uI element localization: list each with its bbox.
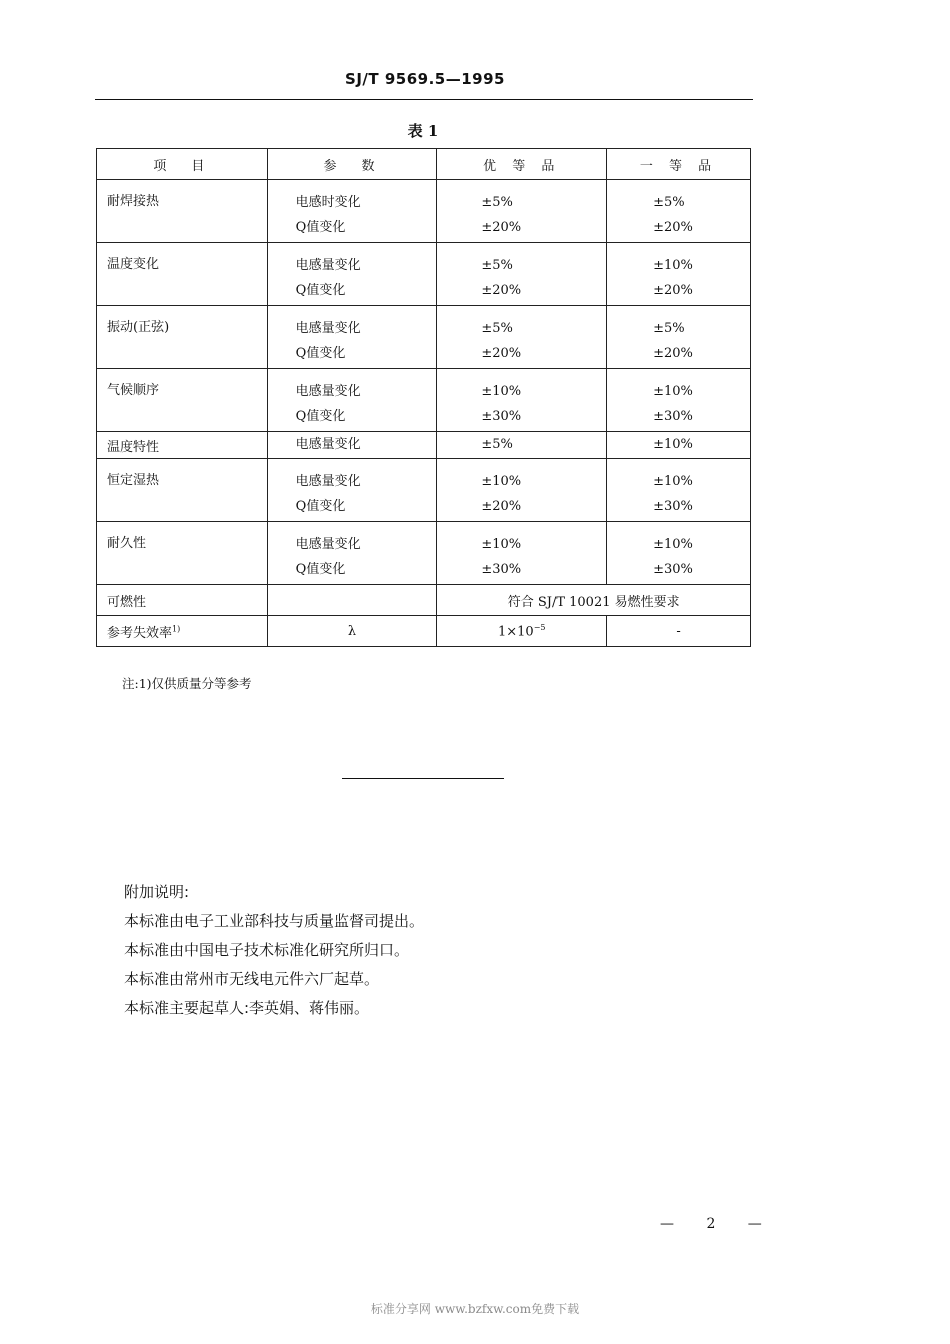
row-params — [267, 306, 437, 369]
row-premium — [437, 432, 607, 459]
row-params — [267, 243, 437, 306]
row-item: 温度变化 — [97, 243, 268, 306]
failure-rate-param: λ — [267, 616, 437, 647]
table-row — [97, 306, 751, 369]
addendum-line: 本标准由常州市无线电元件六厂起草。 — [124, 970, 380, 988]
failure-rate-first: - — [607, 616, 751, 647]
row-item: 振动(正弦) — [97, 306, 268, 369]
first-value: ±10% — [653, 384, 693, 399]
row-item: 温度特性 — [97, 432, 268, 459]
row-params — [267, 585, 437, 616]
first-value: ±20% — [653, 346, 693, 361]
row-item: 气候顺序 — [97, 369, 268, 432]
param-line: 电感量变化 — [295, 321, 361, 336]
premium-value: ±10% — [481, 537, 522, 552]
premium-value: ±5% — [481, 321, 513, 336]
premium-value: ±20% — [481, 346, 522, 361]
param-line: Q值变化 — [295, 562, 346, 577]
row-params — [267, 180, 437, 243]
first-value: ±30% — [653, 409, 693, 424]
first-value: ±5% — [653, 195, 685, 210]
row-item — [97, 616, 268, 647]
row-first — [607, 459, 751, 522]
row-params — [267, 369, 437, 432]
param-line: 电感量变化 — [295, 474, 361, 489]
row-premium — [437, 180, 607, 243]
row-item: 可燃性 — [97, 585, 268, 616]
failure-rate-premium — [437, 616, 607, 647]
footer-watermark: 标准分享网 www.bzfxw.com免费下载 — [370, 1302, 580, 1316]
table-row — [97, 432, 751, 459]
table-row — [97, 180, 751, 243]
premium-value: ±30% — [481, 409, 522, 424]
spec-table — [96, 148, 751, 647]
footnote-mark: 1) — [172, 624, 181, 634]
row-first — [607, 369, 751, 432]
table-footnote: 注:1)仅供质量分等参考 — [122, 676, 252, 691]
page-number: — 2 — — [660, 1216, 776, 1232]
end-rule — [342, 778, 504, 779]
table-row-flammability — [97, 585, 751, 616]
param-line: 电感量变化 — [295, 537, 361, 552]
row-params — [267, 522, 437, 585]
header-rule — [95, 99, 753, 100]
first-value: ±10% — [653, 474, 693, 489]
param-line: 电感时变化 — [295, 195, 361, 210]
param-line: 电感量变化 — [295, 437, 361, 452]
col-header-premium: 优 等 品 — [437, 149, 607, 180]
failure-rate-exponent: −5 — [533, 622, 546, 632]
premium-value: ±5% — [481, 258, 513, 273]
first-value: ±30% — [653, 499, 693, 514]
row-premium — [437, 522, 607, 585]
first-value: ±10% — [653, 258, 693, 273]
addendum-line: 本标准由中国电子技术标准化研究所归口。 — [124, 941, 410, 959]
standard-number-header: SJ/T 9569.5—1995 — [345, 70, 505, 88]
row-premium — [437, 243, 607, 306]
param-line: 电感量变化 — [295, 384, 361, 399]
first-value: ±10% — [653, 437, 693, 452]
param-line: Q值变化 — [295, 499, 346, 514]
row-params — [267, 459, 437, 522]
premium-value: ±20% — [481, 283, 522, 298]
row-item: 恒定湿热 — [97, 459, 268, 522]
addendum-heading: 附加说明: — [124, 883, 190, 901]
first-value: ±10% — [653, 537, 693, 552]
addendum-line: 本标准主要起草人:李英娟、蒋伟丽。 — [124, 999, 370, 1017]
row-first — [607, 522, 751, 585]
premium-value: ±10% — [481, 474, 522, 489]
first-value: ±30% — [653, 562, 693, 577]
table-row-failure-rate — [97, 616, 751, 647]
col-header-param: 参 数 — [267, 149, 437, 180]
table-row — [97, 522, 751, 585]
addendum-line: 本标准由电子工业部科技与质量监督司提出。 — [124, 912, 425, 930]
col-header-first: 一 等 品 — [607, 149, 751, 180]
param-line: Q值变化 — [295, 220, 346, 235]
table-header-row — [97, 149, 751, 180]
row-first — [607, 180, 751, 243]
table-row — [97, 459, 751, 522]
premium-value: ±20% — [481, 220, 522, 235]
first-value: ±20% — [653, 283, 693, 298]
row-first — [607, 432, 751, 459]
row-premium — [437, 369, 607, 432]
table-row — [97, 243, 751, 306]
premium-value: ±30% — [481, 562, 522, 577]
flammability-requirement: 符合 SJ/T 10021 易燃性要求 — [437, 585, 751, 616]
row-item: 耐焊接热 — [97, 180, 268, 243]
row-first — [607, 243, 751, 306]
param-line: 电感量变化 — [295, 258, 361, 273]
premium-value: ±5% — [481, 437, 513, 452]
col-header-item: 项 目 — [97, 149, 268, 180]
param-line: Q值变化 — [295, 283, 346, 298]
param-line: Q值变化 — [295, 346, 346, 361]
addendum — [124, 878, 424, 1023]
first-value: ±20% — [653, 220, 693, 235]
row-premium — [437, 459, 607, 522]
premium-value: ±20% — [481, 499, 522, 514]
premium-value: ±10% — [481, 384, 522, 399]
failure-rate-label: 参考失效率 — [107, 625, 173, 641]
row-premium — [437, 306, 607, 369]
row-item: 耐久性 — [97, 522, 268, 585]
row-first — [607, 306, 751, 369]
param-line: Q值变化 — [295, 409, 346, 424]
first-value: ±5% — [653, 321, 685, 336]
table-title: 表 1 — [407, 122, 439, 140]
failure-rate-base: 1×10 — [497, 624, 534, 640]
row-params — [267, 432, 437, 459]
table-row — [97, 369, 751, 432]
premium-value: ±5% — [481, 195, 513, 210]
